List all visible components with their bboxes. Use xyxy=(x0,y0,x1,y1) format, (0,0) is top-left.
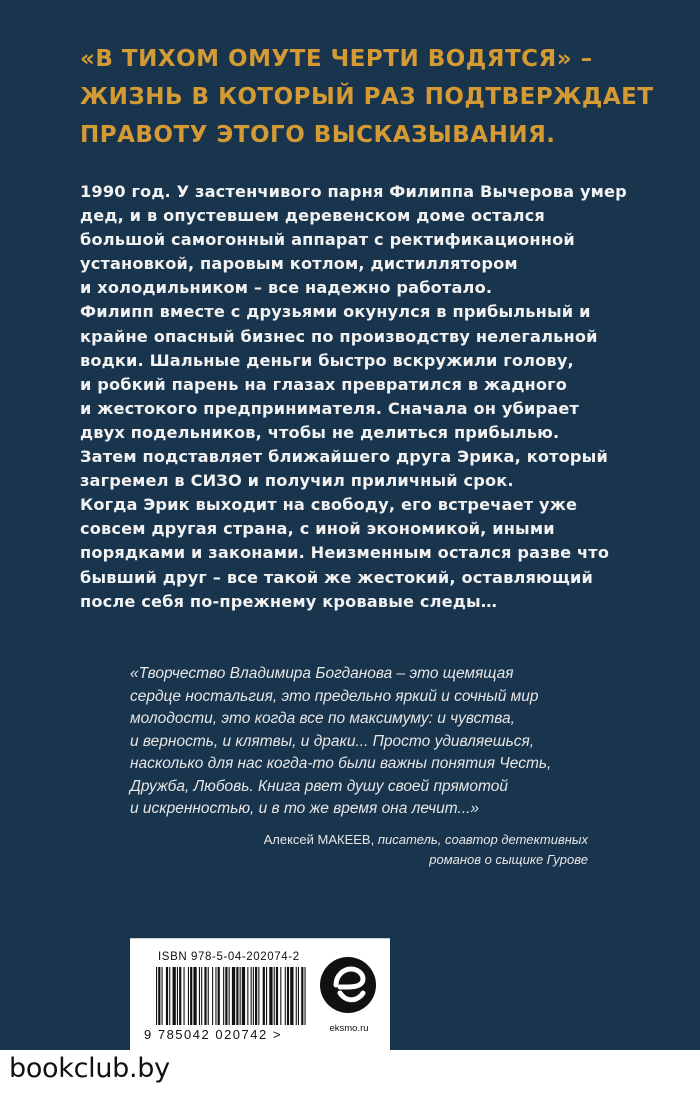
barcode-bar xyxy=(169,967,170,1025)
barcode-panel xyxy=(130,938,390,1050)
barcode-bar xyxy=(177,967,178,1025)
barcode-bar xyxy=(156,967,157,1025)
barcode-bars xyxy=(156,967,306,1025)
quote-line: сердце ностальгия, это предельно яркий и сочный мир xyxy=(130,687,539,705)
barcode-bar xyxy=(158,967,160,1025)
barcode-bar xyxy=(269,967,272,1025)
cover-headline xyxy=(80,40,654,154)
synopsis-line: Затем подставляет ближайшего друга Эрика, который xyxy=(80,447,608,467)
headline-line: «В ТИХОМ ОМУТЕ ЧЕРТИ ВОДЯТСЯ» – xyxy=(80,46,593,72)
barcode-bar xyxy=(287,967,289,1025)
barcode-bar xyxy=(276,967,278,1025)
barcode-bar xyxy=(301,967,303,1025)
quote-line: и верность, и клятвы, и драки... Просто удивляешься, xyxy=(130,732,535,750)
reviewer-name: Алексей МАКЕЕВ, xyxy=(263,832,375,847)
barcode-bar xyxy=(173,967,176,1025)
barcode-bar xyxy=(190,967,192,1025)
barcode-bar xyxy=(212,967,213,1025)
barcode-bar xyxy=(199,967,200,1025)
eksmo-logo-icon xyxy=(318,955,378,1015)
barcode-bar xyxy=(247,967,248,1025)
barcode-bar xyxy=(240,967,241,1025)
barcode-bar xyxy=(204,967,206,1025)
barcode-bar xyxy=(266,967,267,1025)
headline-line: ПРАВОТУ ЭТОГО ВЫСКАЗЫВАНИЯ. xyxy=(80,122,556,148)
synopsis-line: крайне опасный бизнес по производству нелегальной xyxy=(80,326,598,346)
synopsis-line: и жестокого предпринимателя. Сначала он убирает xyxy=(80,398,579,418)
attribution-line-1 xyxy=(168,830,588,850)
barcode-bar xyxy=(184,967,185,1025)
barcode-bar xyxy=(179,967,181,1025)
synopsis-line: и холодильником – все надежно работало. xyxy=(80,278,493,298)
barcode-bar xyxy=(296,967,297,1025)
barcode-bar xyxy=(280,967,281,1025)
synopsis-line: большой самогонный аппарат с ректификационной xyxy=(80,230,575,250)
synopsis-line: и робкий парень на глазах превратился в жадного xyxy=(80,374,568,394)
quote-line: насколько для нас когда-то были важны понятия Честь, xyxy=(130,755,552,772)
synopsis-line: совсем другая страна, с иной экономикой, иными xyxy=(80,519,555,539)
barcode-bar xyxy=(162,967,163,1025)
reviewer-role-cont: романов о сыщике Гурове xyxy=(429,852,588,867)
synopsis-line: загремел в СИЗО и получил приличный срок. xyxy=(80,471,514,491)
barcode-bar xyxy=(255,967,257,1025)
barcode-bar xyxy=(242,967,245,1025)
synopsis-line: установкой, паровым котлом, дистиллятором xyxy=(80,254,518,274)
barcode-digits: 9 785042 020742 > xyxy=(144,1027,282,1042)
barcode-bar xyxy=(285,967,286,1025)
barcode-bar xyxy=(229,967,230,1025)
quote-line: и искренностью, и в то же время она лечит...» xyxy=(130,800,480,817)
barcode-bar xyxy=(236,967,238,1025)
barcode-bar xyxy=(305,967,306,1025)
quote-attribution xyxy=(168,830,588,870)
barcode-bar xyxy=(188,967,189,1025)
synopsis-line: двух подельников, чтобы не делиться прибылью. xyxy=(80,422,560,442)
barcode-bar xyxy=(225,967,227,1025)
isbn-label: ISBN 978-5-04-202074-2 xyxy=(158,951,300,963)
barcode-bar xyxy=(193,967,196,1025)
synopsis-line: дед, и в опустевшем деревенском доме остался xyxy=(80,206,545,226)
review-quote xyxy=(130,663,600,821)
headline-line: ЖИЗНЬ В КОТОРЫЙ РАЗ ПОДТВЕРЖДАЕТ xyxy=(80,84,654,110)
barcode-bar xyxy=(290,967,293,1025)
publisher-site: eksmo.ru xyxy=(329,1023,369,1034)
synopsis-line: после себя по-прежнему кровавые следы… xyxy=(80,591,498,611)
barcode-bar xyxy=(208,967,209,1025)
barcode-bar xyxy=(215,967,216,1025)
quote-line: Дружба, Любовь. Книга рвет душу своей прямотой xyxy=(130,777,508,795)
barcode-bar xyxy=(166,967,168,1025)
synopsis-line: водки. Шальные деньги быстро вскружили голову, xyxy=(80,350,574,370)
synopsis xyxy=(80,180,640,614)
synopsis-line: порядками и законами. Неизменным остался разве что xyxy=(80,543,610,563)
barcode-bar xyxy=(274,967,275,1025)
synopsis-line: бывший друг – все такой же жестокий, оставляющий xyxy=(80,567,593,587)
barcode-bar xyxy=(223,967,224,1025)
barcode-bar xyxy=(298,967,299,1025)
quote-line: «Творчество Владимира Богданова – это щемящая xyxy=(130,665,514,682)
barcode-bar xyxy=(251,967,252,1025)
barcode-bar xyxy=(232,967,235,1025)
barcode-bar xyxy=(258,967,259,1025)
barcode-bar xyxy=(263,967,265,1025)
reviewer-role: писатель, соавтор детективных xyxy=(377,832,588,847)
barcode-bar xyxy=(253,967,254,1025)
quote-line: молодости, это когда все по максимуму: и чувства, xyxy=(130,710,515,727)
synopsis-line: 1990 год. У застенчивого парня Филиппа Вычерова умер xyxy=(80,182,627,201)
site-watermark: bookclub.by xyxy=(9,1053,170,1084)
synopsis-line: Когда Эрик выходит на свободу, его встречает уже xyxy=(80,495,578,515)
synopsis-line: Филипп вместе с друзьями окунулся в прибыльный и xyxy=(80,302,591,322)
barcode-bar xyxy=(218,967,220,1025)
barcode-bar xyxy=(201,967,202,1025)
